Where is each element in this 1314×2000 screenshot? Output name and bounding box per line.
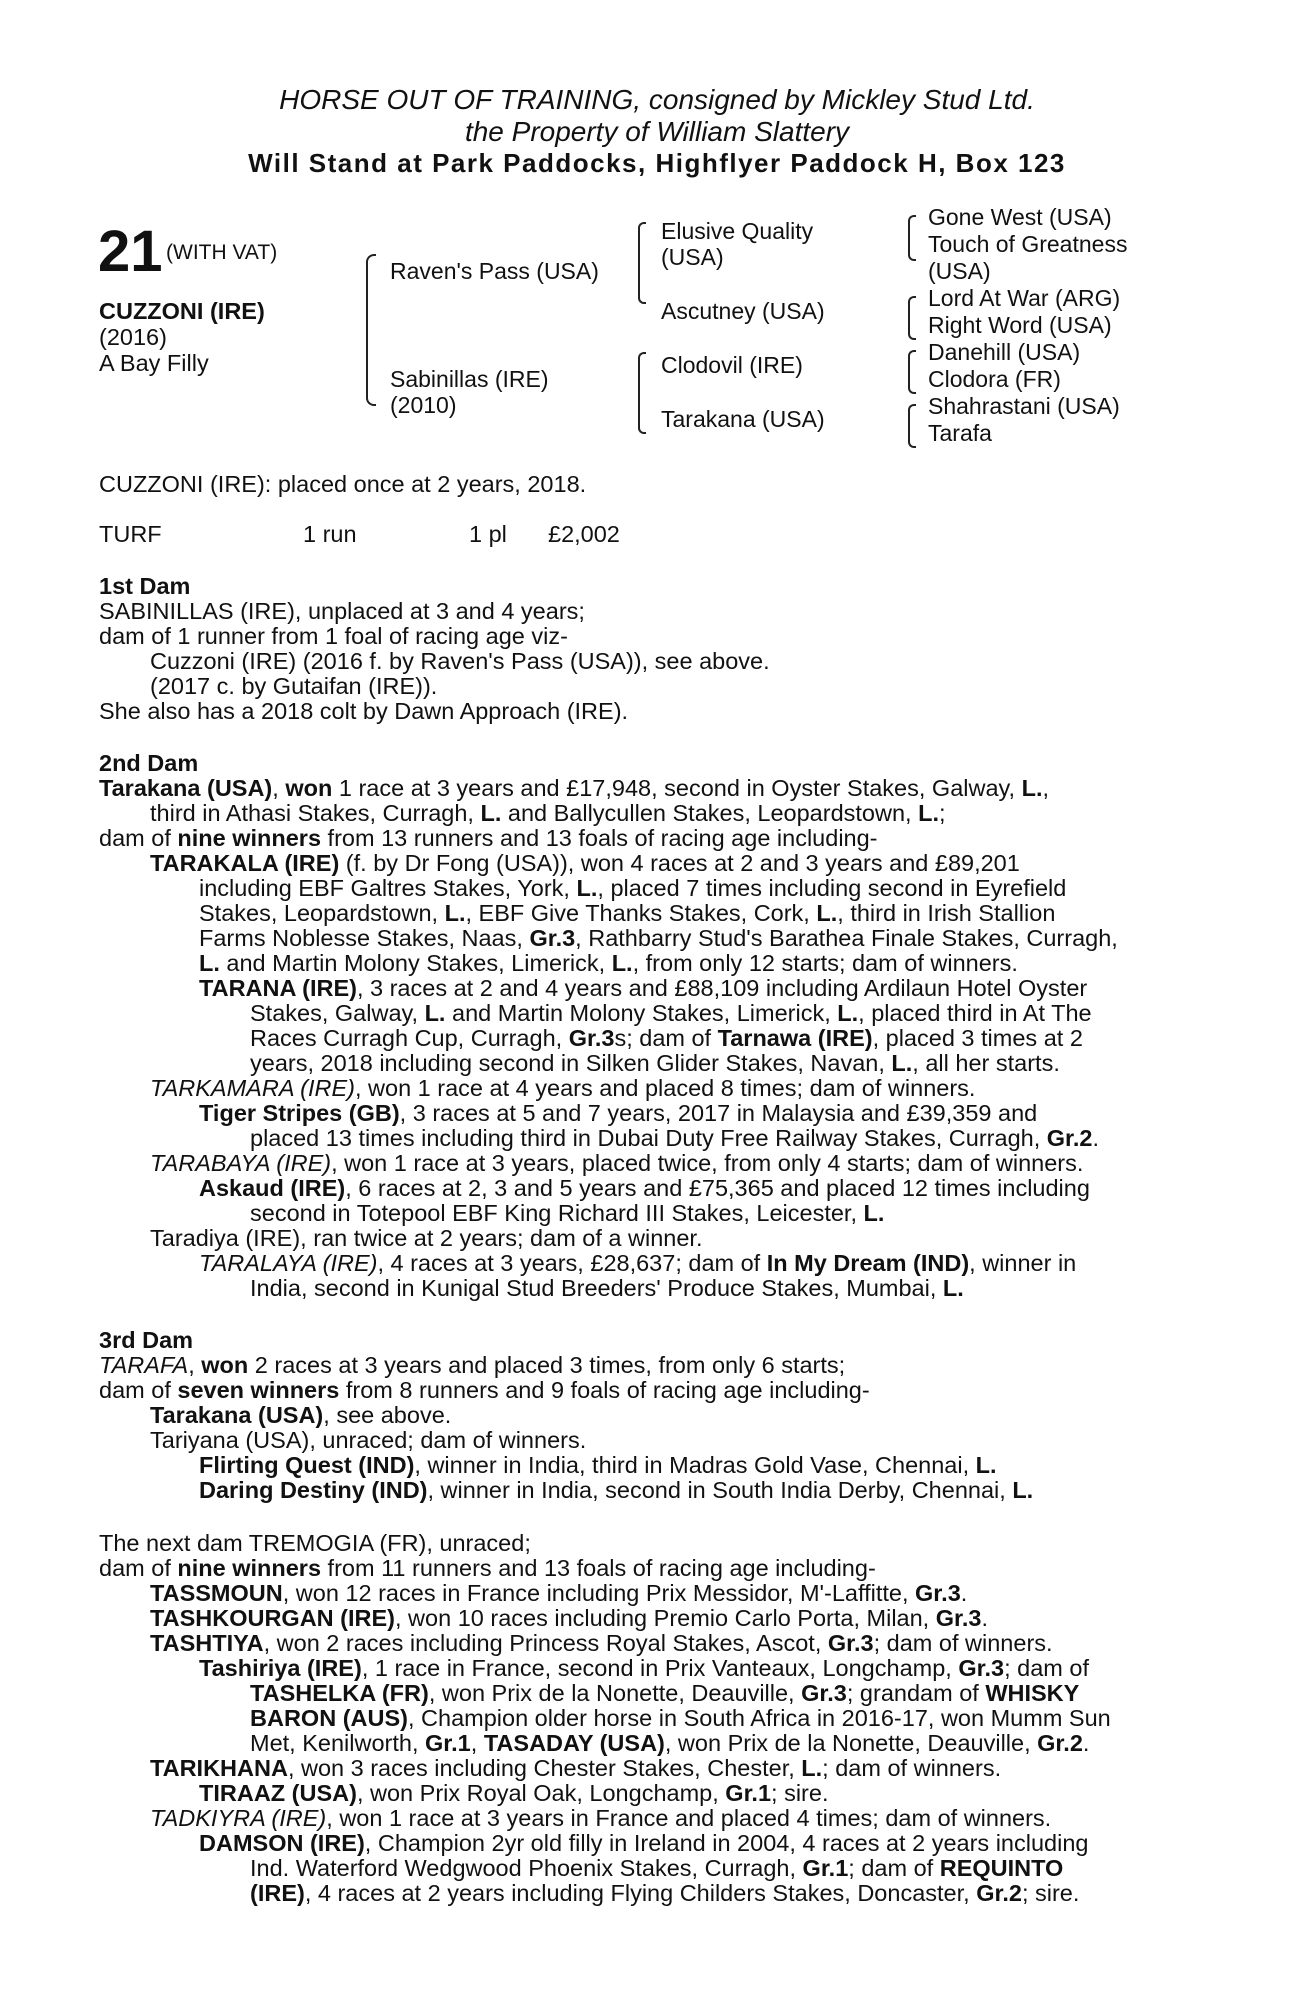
second-dam-line: Races Curragh Cup, Curragh, Gr.3s; dam of Tarnawa (IRE), placed 3 times at 2 — [250, 1025, 1083, 1051]
pedigree-brace-sire — [638, 222, 646, 304]
pedigree-g7: Shahrastani (USA) — [928, 393, 1120, 419]
pedigree-brace-g4 — [908, 404, 916, 448]
next-dam-line: TARIKHANA, won 3 races including Chester Stakes, Chester, L.; dam of winners. — [150, 1755, 1002, 1781]
second-dam-title: 2nd Dam — [99, 750, 199, 776]
next-dam-line: (IRE), 4 races at 2 years including Flying Childers Stakes, Doncaster, Gr.2; sire. — [250, 1880, 1080, 1906]
pedigree-sire-dam: Ascutney (USA) — [661, 298, 825, 324]
first-dam-line: She also has a 2018 colt by Dawn Approach (IRE). — [99, 698, 629, 724]
next-dam-line: DAMSON (IRE), Champion 2yr old filly in Ireland in 2004, 4 races at 2 years including — [199, 1830, 1089, 1856]
next-dam-line: Tashiriya (IRE), 1 race in France, second in Prix Vanteaux, Longchamp, Gr.3; dam of — [199, 1655, 1089, 1681]
second-dam-line: TARANA (IRE), 3 races at 2 and 4 years and £88,109 including Ardilaun Hotel Oyster — [199, 975, 1088, 1001]
pedigree-g4: Right Word (USA) — [928, 312, 1112, 338]
lot-desc: A Bay Filly — [99, 350, 209, 376]
header-consignor: HORSE OUT OF TRAINING, consigned by Mickley Stud Ltd. — [279, 84, 1035, 115]
header-property: the Property of William Slattery — [464, 116, 850, 147]
next-dam-line: TASHELKA (FR), won Prix de la Nonette, Deauville, Gr.3; grandam of WHISKY — [250, 1680, 1080, 1706]
third-dam-line: Flirting Quest (IND), winner in India, third in Madras Gold Vase, Chennai, L. — [199, 1452, 997, 1478]
second-dam-line: Stakes, Galway, L. and Martin Molony Stakes, Limerick, L., placed third in At The — [250, 1000, 1092, 1026]
record-earnings: £2,002 — [548, 521, 620, 547]
second-dam-line: Farms Noblesse Stakes, Naas, Gr.3, Rathbarry Stud's Barathea Finale Stakes, Curragh, — [199, 925, 1118, 951]
second-dam-line: second in Totepool EBF King Richard III Stakes, Leicester, L. — [250, 1200, 885, 1226]
record-surface: TURF — [99, 521, 162, 547]
second-dam-line: including EBF Galtres Stakes, York, L., placed 7 times including second in Eyrefield — [199, 875, 1067, 901]
second-dam-line: TARKAMARA (IRE), won 1 race at 4 years and placed 8 times; dam of winners. — [150, 1075, 976, 1101]
pedigree-brace-g3 — [908, 350, 916, 394]
pedigree-brace-main — [366, 254, 376, 406]
race-summary: CUZZONI (IRE): placed once at 2 years, 2018. — [99, 471, 587, 497]
lot-year: (2016) — [99, 324, 167, 350]
first-dam-line: (2017 c. by Gutaifan (IRE)). — [150, 673, 438, 699]
second-dam-line: years, 2018 including second in Silken Glider Stakes, Navan, L., all her starts. — [250, 1050, 1060, 1076]
pedigree-brace-dam — [638, 352, 646, 434]
pedigree-brace-g2 — [908, 296, 916, 340]
next-dam-line: dam of nine winners from 11 runners and 13 foals of racing age including- — [99, 1555, 876, 1581]
next-dam-line: TASHTIYA, won 2 races including Princess Royal Stakes, Ascot, Gr.3; dam of winners. — [150, 1630, 1053, 1656]
lot-vat: (WITH VAT) — [166, 241, 278, 264]
second-dam-line: placed 13 times including third in Dubai Duty Free Railway Stakes, Curragh, Gr.2. — [250, 1125, 1100, 1151]
second-dam-line: third in Athasi Stakes, Curragh, L. and Ballycullen Stakes, Leopardstown, L.; — [150, 800, 946, 826]
third-dam-title: 3rd Dam — [99, 1327, 194, 1353]
second-dam-line: Stakes, Leopardstown, L., EBF Give Thanks Stakes, Cork, L., third in Irish Stallion — [199, 900, 1056, 926]
next-dam-line: TASSMOUN, won 12 races in France including Prix Messidor, M'-Laffitte, Gr.3. — [150, 1580, 968, 1606]
third-dam-line: dam of seven winners from 8 runners and 9 foals of racing age including- — [99, 1377, 870, 1403]
record-runs: 1 run — [303, 521, 357, 547]
next-dam-line: Ind. Waterford Wedgwood Phoenix Stakes, Curragh, Gr.1; dam of REQUINTO — [250, 1855, 1064, 1881]
pedigree-dam-sire: Clodovil (IRE) — [661, 352, 803, 378]
pedigree-g2b: (USA) — [928, 258, 991, 284]
pedigree-g3: Lord At War (ARG) — [928, 285, 1121, 311]
second-dam-line: TARALAYA (IRE), 4 races at 3 years, £28,637; dam of In My Dream (IND), winner in — [199, 1250, 1077, 1276]
next-dam-line: BARON (AUS), Champion older horse in South Africa in 2016-17, won Mumm Sun — [250, 1705, 1111, 1731]
next-dam-line: The next dam TREMOGIA (FR), unraced; — [99, 1530, 531, 1556]
pedigree-g6: Clodora (FR) — [928, 366, 1061, 392]
second-dam-line: Askaud (IRE), 6 races at 2, 3 and 5 years and £75,365 and placed 12 times including — [199, 1175, 1090, 1201]
lot-name: CUZZONI (IRE) — [99, 298, 265, 324]
pedigree-brace-g1 — [908, 215, 916, 261]
third-dam-line: Daring Destiny (IND), winner in India, second in South India Derby, Chennai, L. — [199, 1477, 1034, 1503]
record-placed: 1 pl — [469, 521, 507, 547]
first-dam-title: 1st Dam — [99, 573, 191, 599]
third-dam-line: TARAFA, won 2 races at 3 years and placed 3 times, from only 6 starts; — [99, 1352, 846, 1378]
second-dam-line: Tarakana (USA), won 1 race at 3 years and £17,948, second in Oyster Stakes, Galway, L., — [99, 775, 1050, 801]
pedigree-dam: Sabinillas (IRE) — [390, 366, 549, 392]
pedigree-sire: Raven's Pass (USA) — [390, 258, 599, 284]
second-dam-line: TARAKALA (IRE) (f. by Dr Fong (USA)), won 4 races at 2 and 3 years and £89,201 — [150, 850, 1020, 876]
next-dam-line: TADKIYRA (IRE), won 1 race at 3 years in France and placed 4 times; dam of winners. — [150, 1805, 1052, 1831]
next-dam-line: Met, Kenilworth, Gr.1, TASADAY (USA), won Prix de la Nonette, Deauville, Gr.2. — [250, 1730, 1090, 1756]
pedigree-sire-sire: Elusive Quality — [661, 218, 814, 244]
second-dam-line: India, second in Kunigal Stud Breeders' Produce Stakes, Mumbai, L. — [250, 1275, 964, 1301]
second-dam-line: dam of nine winners from 13 runners and 13 foals of racing age including- — [99, 825, 878, 851]
pedigree-dam-year: (2010) — [390, 392, 457, 418]
second-dam-line: L. and Martin Molony Stakes, Limerick, L., from only 12 starts; dam of winners. — [199, 950, 1018, 976]
pedigree-g2: Touch of Greatness — [928, 231, 1128, 257]
next-dam-line: TIRAAZ (USA), won Prix Royal Oak, Longchamp, Gr.1; sire. — [199, 1780, 829, 1806]
third-dam-line: Tarakana (USA), see above. — [150, 1402, 452, 1428]
header-location: Will Stand at Park Paddocks, Highflyer Paddock H, Box 123 — [248, 148, 1066, 178]
next-dam-line: TASHKOURGAN (IRE), won 10 races including Premio Carlo Porta, Milan, Gr.3. — [150, 1605, 989, 1631]
lot-number: 21 — [98, 219, 163, 284]
third-dam-line: Tariyana (USA), unraced; dam of winners. — [150, 1427, 587, 1453]
second-dam-line: Tiger Stripes (GB), 3 races at 5 and 7 years, 2017 in Malaysia and £39,359 and — [199, 1100, 1038, 1126]
second-dam-line: Taradiya (IRE), ran twice at 2 years; dam of a winner. — [150, 1225, 703, 1251]
pedigree-dam-dam: Tarakana (USA) — [661, 406, 825, 432]
first-dam-line: Cuzzoni (IRE) (2016 f. by Raven's Pass (USA)), see above. — [150, 648, 770, 674]
first-dam-line: dam of 1 runner from 1 foal of racing age viz- — [99, 623, 568, 649]
first-dam-line: SABINILLAS (IRE), unplaced at 3 and 4 years; — [99, 598, 585, 624]
second-dam-line: TARABAYA (IRE), won 1 race at 3 years, placed twice, from only 4 starts; dam of winners. — [150, 1150, 1084, 1176]
pedigree-sire-sire-2: (USA) — [661, 244, 724, 270]
pedigree-g8: Tarafa — [928, 420, 992, 446]
pedigree-g1: Gone West (USA) — [928, 204, 1112, 230]
pedigree-g5: Danehill (USA) — [928, 339, 1081, 365]
